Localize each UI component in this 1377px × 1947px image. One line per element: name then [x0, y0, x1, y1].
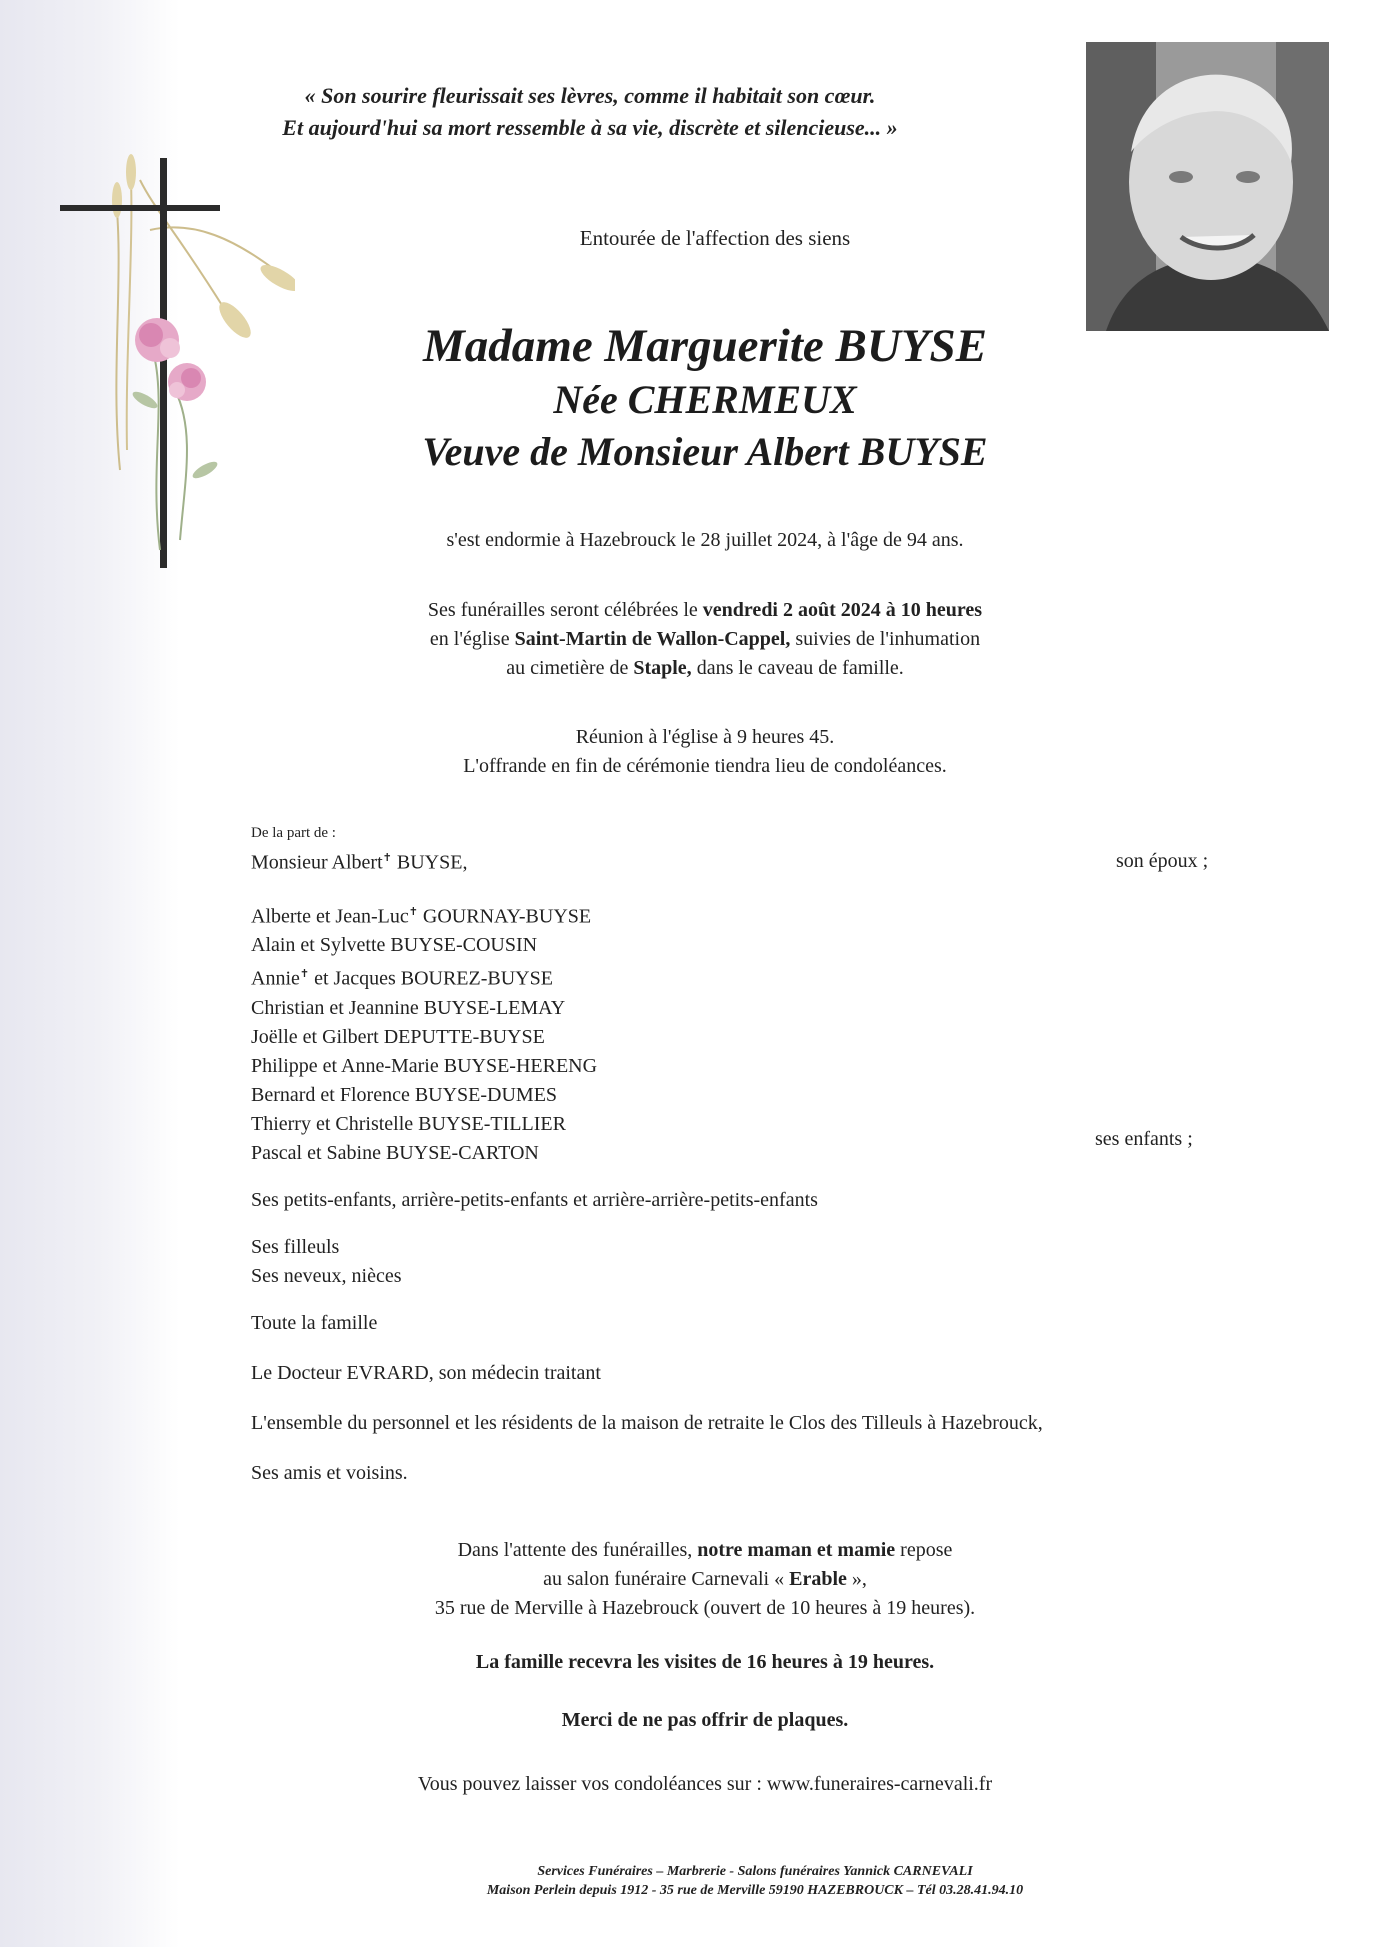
child-5: Joëlle et Gilbert DEPUTTE-BUYSE: [251, 1025, 545, 1048]
quote-line-2: Et aujourd'hui sa mort ressemble à sa vie, discrète et silencieuse... »: [282, 115, 898, 140]
maiden-name: Née CHERMEUX: [553, 377, 857, 422]
child-1: Alberte et Jean-Luc✝ GOURNAY-BUYSE: [251, 905, 592, 928]
footer-line-2: Maison Perlein depuis 1912 - 35 rue de Merville 59190 HAZEBROUCK – Tél 03.28.41.94.10: [486, 1883, 1024, 1898]
condolences-info: Vous pouvez laisser vos condoléances sur : www.funeraires-carnevali.fr: [417, 1773, 993, 1795]
staff-line: L'ensemble du personnel et les résidents de la maison de retraite le Clos des Tilleuls à Hazebrouck,: [251, 1411, 1043, 1434]
grandchildren-line: Ses petits-enfants, arrière-petits-enfants et arrière-arrière-petits-enfants: [251, 1188, 818, 1211]
funeral-info: [330, 596, 1080, 683]
funeral-line-3: au cimetière de Staple, dans le caveau de famille.: [506, 657, 904, 679]
child-6: Philippe et Anne-Marie BUYSE-HERENG: [251, 1054, 598, 1077]
footer-line-1: Services Funéraires – Marbrerie - Salons funéraires Yannick CARNEVALI: [537, 1864, 973, 1879]
reunion-line-1: Réunion à l'église à 9 heures 45.: [575, 726, 835, 748]
child-2: Alain et Sylvette BUYSE-COUSIN: [251, 934, 538, 957]
de-la-part-label: De la part de :: [251, 825, 336, 841]
funeral-line-1: Ses funérailles seront célébrées le vendredi 2 août 2024 à 10 heures: [427, 599, 983, 621]
salon-line-1: Dans l'attente des funérailles, notre maman et mamie repose: [457, 1539, 953, 1561]
funeral-line-2: en l'église Saint-Martin de Wallon-Cappel, suivies de l'inhumation: [429, 628, 981, 650]
child-7: Bernard et Florence BUYSE-DUMES: [251, 1083, 558, 1106]
deceased-name: Madame Marguerite BUYSE: [422, 320, 988, 372]
death-statement: [330, 526, 1080, 555]
family-list: [251, 822, 1043, 1488]
nephews-line: Ses neveux, nièces: [251, 1264, 402, 1287]
child-8: Thierry et Christelle BUYSE-TILLIER: [251, 1112, 566, 1135]
salon-line-3: 35 rue de Merville à Hazebrouck (ouvert de 10 heures à 19 heures).: [434, 1597, 976, 1619]
portrait-photo: [1086, 42, 1329, 331]
child-4: Christian et Jeannine BUYSE-LEMAY: [251, 996, 566, 1019]
footer: [300, 1862, 1210, 1900]
widow-of: Veuve de Monsieur Albert BUYSE: [422, 429, 988, 474]
cross-with-flowers-illustration: [55, 150, 295, 570]
children-role: ses enfants ;: [1095, 1128, 1193, 1150]
quote: [210, 80, 970, 144]
deceased-name-block: [330, 318, 1080, 478]
death-text: s'est endormie à Hazebrouck le 28 juillet 2024, à l'âge de 94 ans.: [446, 529, 964, 551]
no-plaques-info: Merci de ne pas offrir de plaques.: [561, 1709, 849, 1731]
reunion-info: [330, 723, 1080, 781]
salon-line-2: au salon funéraire Carnevali « Erable »,: [543, 1568, 867, 1590]
visits-info: La famille recevra les visites de 16 heures à 19 heures.: [475, 1651, 935, 1673]
doctor-line: Le Docteur EVRARD, son médecin traitant: [251, 1361, 601, 1384]
godchildren-line: Ses filleuls: [251, 1235, 340, 1258]
child-3: Annie✝ et Jacques BOUREZ-BUYSE: [251, 967, 553, 990]
spouse-role: son époux ;: [1116, 850, 1209, 872]
quote-line-1: « Son sourire fleurissait ses lèvres, comme il habitait son cœur.: [304, 83, 876, 108]
friends-line: Ses amis et voisins.: [251, 1461, 408, 1484]
child-9: Pascal et Sabine BUYSE-CARTON: [251, 1141, 539, 1164]
reunion-line-2: L'offrande en fin de cérémonie tiendra lieu de condoléances.: [463, 755, 947, 777]
whole-family-line: Toute la famille: [251, 1311, 378, 1334]
salon-info: [330, 1536, 1080, 1623]
spouse-line: Monsieur Albert✝ BUYSE,: [251, 851, 468, 874]
intro-text: Entourée de l'affection des siens: [579, 226, 851, 250]
